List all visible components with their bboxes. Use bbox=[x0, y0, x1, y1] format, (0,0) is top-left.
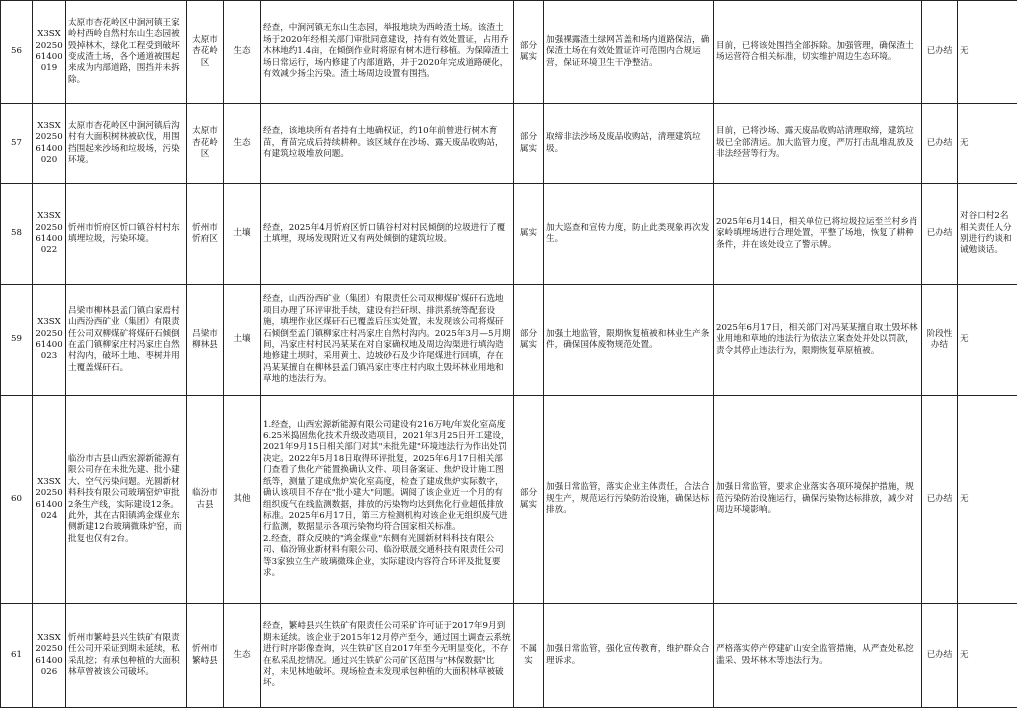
verdict: 部分属实 bbox=[514, 285, 544, 396]
rectification-measures: 取缔非法沙场及废品收购站，清理建筑垃圾。 bbox=[544, 104, 714, 184]
issue-description: 太原市杏花岭区中涧河镇后沟村有大面积树林被砍伐，用围挡围起来沙场和垃圾场，污染环境。 bbox=[66, 104, 187, 184]
case-code: X3SX2025061400023 bbox=[33, 285, 66, 396]
accountability: 对谷口村2名相关责任人分别进行约谈和诫勉谈话。 bbox=[958, 184, 1017, 285]
rectification-progress: 加强日常监管，要求企业落实各项环境保护措施，规范污染防治设施运行，确保污染物达标排放，减少对周边环境影响。 bbox=[714, 396, 922, 604]
table-row bbox=[1, 1, 1017, 104]
administrative-area: 太原市杏花岭区 bbox=[187, 1, 224, 104]
rectification-measures: 加强裸露渣土绿网苫盖和场内道路保洁，确保渣土场在有效处置证许可范围内合规运营，保证环境卫生干净整洁。 bbox=[544, 1, 714, 104]
case-code: X3SX2025061400019 bbox=[33, 1, 66, 104]
investigation-result: 经查，2025年4月忻府区忻口镇谷村对村民倾倒的垃圾进行了覆土填埋，现场发现附近又有两处倾倒的建筑垃圾。 bbox=[261, 184, 514, 285]
case-code: X3SX2025061400020 bbox=[33, 104, 66, 184]
pollution-type: 生态 bbox=[224, 1, 261, 104]
verdict: 部分属实 bbox=[514, 104, 544, 184]
completion-status: 已办结 bbox=[922, 396, 958, 604]
case-code: X3SX2025061400022 bbox=[33, 184, 66, 285]
table-row bbox=[1, 104, 1017, 184]
issue-description: 吕梁市柳林县孟门镇白家焉村山西汾西矿业（集团）有限责任公司双柳煤矿将煤矸石倾倒在孟门镇柳家庄村冯家庄自然村沟内，破坏土地、枣树并用土覆盖煤矸石。 bbox=[66, 285, 187, 396]
verdict: 属实 bbox=[514, 184, 544, 285]
administrative-area: 吕梁市柳林县 bbox=[187, 285, 224, 396]
accountability: 无 bbox=[958, 285, 1017, 396]
administrative-area: 忻州市忻府区 bbox=[187, 184, 224, 285]
rectification-progress: 严格落实停产停建矿山安全监管措施，从严查处私挖滥采、毁坏林木等违法行为。 bbox=[714, 604, 922, 708]
administrative-area: 太原市杏花岭区 bbox=[187, 104, 224, 184]
row-number: 58 bbox=[1, 184, 33, 285]
investigation-result: 经查，繁峙县兴生铁矿有限责任公司采矿许可证于2017年9月到期未延续。该企业于2015年12月停产至今，通过国土调查云系统进行时序影像查询，兴生铁矿区自2017年至今无明显变化，不存在私采乱挖情况。通过兴生铁矿公司矿区范围与"林保数据"比对，未见林地破坏。现场检查未发现承包种植的大面积林草被破坏。 bbox=[261, 604, 514, 708]
issue-description: 忻州市繁峙县兴生铁矿有限责任公司开采证到期未延续，私采乱挖；有承包种植的大面积林草曾被该公司破坏。 bbox=[66, 604, 187, 708]
rectification-measures: 加大巡查和宣传力度，防止此类现象再次发生。 bbox=[544, 184, 714, 285]
accountability: 无 bbox=[958, 104, 1017, 184]
investigation-result: 经查，该地块所有者持有土地确权证，约10年前曾进行树木育苗，育苗完成后持续耕种。该区域存在沙场、露天废品收购站，有建筑垃圾堆放问题。 bbox=[261, 104, 514, 184]
completion-status: 已办结 bbox=[922, 604, 958, 708]
case-code: X3SX2025061400026 bbox=[33, 604, 66, 708]
table-row bbox=[1, 396, 1017, 604]
completion-status: 阶段性办结 bbox=[922, 285, 958, 396]
row-number: 59 bbox=[1, 285, 33, 396]
case-code: X3SX2025061400024 bbox=[33, 396, 66, 604]
row-number: 61 bbox=[1, 604, 33, 708]
pollution-type: 其他 bbox=[224, 396, 261, 604]
rectification-measures: 加强日常监管，强化宣传教育，维护群众合理诉求。 bbox=[544, 604, 714, 708]
row-number: 57 bbox=[1, 104, 33, 184]
completion-status: 已办结 bbox=[922, 1, 958, 104]
issue-description: 太原市杏花岭区中涧河镇王家岭村西岭自然村东山生态园被毁掉林木，绿化工程受到破坏变成渣土场，各个通道被围起来成为内部道路，围挡并未拆除。 bbox=[66, 1, 187, 104]
rectification-progress: 2025年6月17日，相关部门对冯某某擅自取土毁坏林业用地和草地的违法行为依法立案查处并处以罚款，责令其停止违法行为，限期恢复草原植被。 bbox=[714, 285, 922, 396]
issue-description: 忻州市忻府区忻口镇谷村村东填埋垃圾，污染环境。 bbox=[66, 184, 187, 285]
investigation-result: 1.经查，山西宏源新能源有限公司建设有216万吨/年炭化室高度6.25米捣固焦化技术升级改造项目，2021年3月25日开工建设，2021年9月15日相关部门对其"未批先建"环境违法行为作出处罚决定。2022年5月18日取得环评批复，2025年6月17日相关部门查看了焦化产能置换确认文件、项目备案证、焦炉设计施工图纸等，测量了建成焦炉炭化室高度，检查了建成焦炉实际数字，确认该项目不存在"批小建大"问题。调阅了该企业近一个月的有组织废气在线监测数据，排放的污染物均达到焦化行业超低排放标准。2025年6月17日，第三方检测机构对该企业无组织废气进行监测，数据显示各项污染物均符合国家相关标准。 2.经查，群众反映的"鸿金煤业"东侧有光圆新材料科技有限公司、临汾锦业新材料有限公司、临汾联晟交通科技有限责任公司等3家独立生产玻璃微珠企业，实际建设内容符合环评及批复要求。 bbox=[261, 396, 514, 604]
rectification-measures: 加强土地监管，限期恢复植被和林业生产条件，确保国体废物规范处置。 bbox=[544, 285, 714, 396]
rectification-progress: 目前，已将该处围挡全部拆除。加强管理，确保渣土场运营符合相关标准，切实维护周边生态环境。 bbox=[714, 1, 922, 104]
pollution-type: 土壤 bbox=[224, 285, 261, 396]
table-row bbox=[1, 604, 1017, 708]
table-row bbox=[1, 285, 1017, 396]
accountability: 无 bbox=[958, 1, 1017, 104]
accountability: 无 bbox=[958, 604, 1017, 708]
verdict: 部分属实 bbox=[514, 1, 544, 104]
accountability: 无 bbox=[958, 396, 1017, 604]
pollution-type: 土壤 bbox=[224, 184, 261, 285]
rectification-measures: 加强日常监管，落实企业主体责任，合法合规生产，规范运行污染防治设施，确保达标排放。 bbox=[544, 396, 714, 604]
table-row bbox=[1, 184, 1017, 285]
completion-status: 已办结 bbox=[922, 184, 958, 285]
administrative-area: 忻州市繁峙县 bbox=[187, 604, 224, 708]
rectification-progress: 目前，已将沙场、露天废品收购站清理取缔，建筑垃圾已全部清运。加大监管力度，严厉打击乱堆乱放及非法经营等行为。 bbox=[714, 104, 922, 184]
row-number: 56 bbox=[1, 1, 33, 104]
pollution-type: 生态 bbox=[224, 104, 261, 184]
completion-status: 已办结 bbox=[922, 104, 958, 184]
rectification-progress: 2025年6月14日，相关单位已将垃圾拉运至兰村乡肖家岭填埋场进行合理处置，平整了场地，恢复了耕种条件，并在该处设立了警示牌。 bbox=[714, 184, 922, 285]
row-number: 60 bbox=[1, 396, 33, 604]
verdict: 部分属实 bbox=[514, 396, 544, 604]
verdict: 不属实 bbox=[514, 604, 544, 708]
investigation-result: 经查，山西汾西矿业（集团）有限责任公司双柳煤矿煤矸石选地项目办理了环评审批手续，建设有拦矸坝、排洪系统等配套设施，填埋作业区煤矸石已覆盖后压实处置，未发现该公司将煤矸石倾倒至孟门镇柳家庄村冯家庄自然村沟内。2025年3月—5月期间，冯家庄村村民冯某某在对自家确权地及周边沟渠进行填沟造地修建土坝时，采用黄土、边坡砂石及少许尾煤进行回填，存在冯某某擅自在柳林县孟门镇冯家庄枣庄村内取土毁坏林业用地和草地的违法行为。 bbox=[261, 285, 514, 396]
administrative-area: 临汾市古县 bbox=[187, 396, 224, 604]
investigation-result: 经查，中涧河镇无东山生态园，举报地块为西岭渣土场。该渣土场于2020年经相关部门审批同意建设，持有有效处置证，占用乔木林地约1.4亩，在倾倒作业时将原有树木进行移植。为保障渣土场日常运行，场内修建了内部道路，并于2020年完成道路硬化，有效减少扬尘污染。渣土场周边设置有围挡。 bbox=[261, 1, 514, 104]
issue-description: 临汾市古县山西宏源新能源有限公司存在未批先建、批小建大、空气污染问题。光圆新材料科技有限公司玻璃窑炉审批2条生产线，实际建设12条。此外，其在古阳镇鸿金煤业东侧新建12台玻璃微珠炉窑，而批复也仅有2台。 bbox=[66, 396, 187, 604]
pollution-type: 生态 bbox=[224, 604, 261, 708]
